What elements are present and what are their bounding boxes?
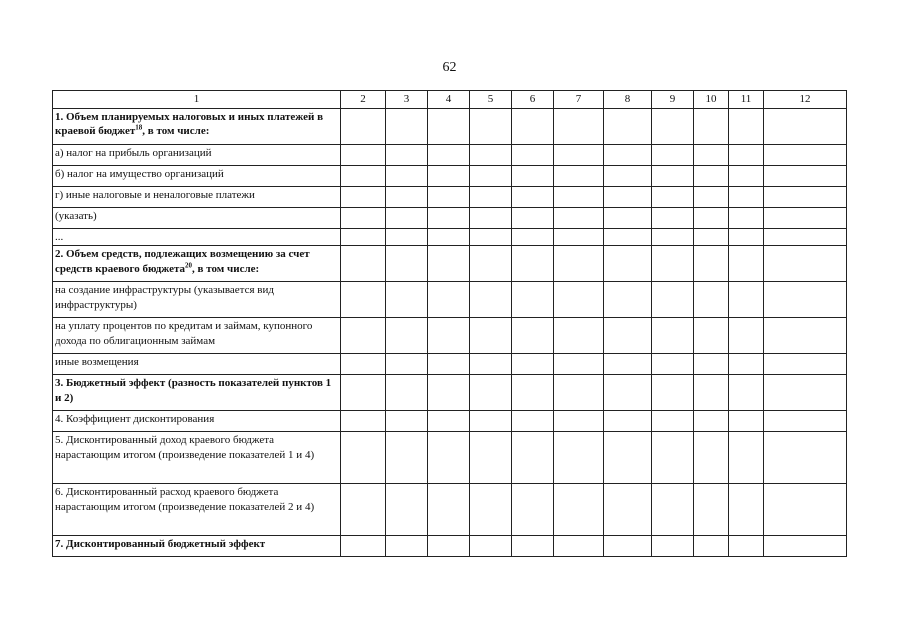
value-cell: [729, 187, 764, 208]
value-cell: [428, 282, 470, 318]
value-cell: [652, 229, 694, 246]
value-cell: [512, 484, 554, 536]
value-cell: [764, 318, 847, 354]
value-cell: [554, 208, 604, 229]
value-cell: [729, 109, 764, 145]
value-cell: [694, 484, 729, 536]
value-cell: [470, 484, 512, 536]
page-number: 62: [442, 60, 457, 75]
value-cell: [729, 229, 764, 246]
value-cell: [764, 536, 847, 557]
value-cell: [470, 145, 512, 166]
value-cell: [386, 432, 428, 484]
value-cell: [386, 109, 428, 145]
value-cell: [512, 432, 554, 484]
value-cell: [428, 246, 470, 282]
row-label-text: иные возмещения: [55, 356, 139, 369]
column-header-3: 3: [386, 91, 428, 109]
value-cell: [386, 375, 428, 411]
value-cell: [652, 109, 694, 145]
value-cell: [729, 282, 764, 318]
table-row: [53, 411, 847, 432]
value-cell: [341, 229, 386, 246]
row-label-text: 2. Объем средств, подлежащих возмещению за счет средств краевого бюджета: [55, 248, 310, 275]
value-cell: [386, 318, 428, 354]
table-row: [53, 187, 847, 208]
value-cell: [512, 187, 554, 208]
row-label: [53, 246, 341, 282]
value-cell: [729, 145, 764, 166]
table-row: [53, 166, 847, 187]
value-cell: [764, 375, 847, 411]
value-cell: [729, 375, 764, 411]
value-cell: [512, 354, 554, 375]
value-cell: [386, 411, 428, 432]
value-cell: [652, 432, 694, 484]
value-cell: [764, 484, 847, 536]
value-cell: [428, 229, 470, 246]
column-header-11: 11: [729, 91, 764, 109]
value-cell: [554, 318, 604, 354]
value-cell: [470, 187, 512, 208]
value-cell: [554, 246, 604, 282]
value-cell: [428, 375, 470, 411]
value-cell: [341, 318, 386, 354]
value-cell: [470, 375, 512, 411]
value-cell: [604, 375, 652, 411]
row-label: [53, 432, 341, 484]
value-cell: [386, 208, 428, 229]
row-label-text: а) налог на прибыль организаций: [55, 147, 212, 159]
value-cell: [512, 318, 554, 354]
value-cell: [386, 246, 428, 282]
table-row: [53, 375, 847, 411]
row-label: [53, 229, 341, 246]
value-cell: [512, 246, 554, 282]
table-row: [53, 536, 847, 557]
value-cell: [652, 282, 694, 318]
row-label-suffix: , в том числе:: [142, 125, 210, 138]
table-row: [53, 145, 847, 166]
value-cell: [764, 432, 847, 484]
value-cell: [604, 411, 652, 432]
row-label: [53, 484, 341, 536]
row-label: [53, 208, 341, 229]
value-cell: [764, 187, 847, 208]
value-cell: [341, 354, 386, 375]
header-row: [53, 91, 847, 109]
value-cell: [470, 109, 512, 145]
value-cell: [694, 229, 729, 246]
row-label: [53, 166, 341, 187]
value-cell: [512, 411, 554, 432]
table-row: [53, 282, 847, 318]
value-cell: [764, 354, 847, 375]
value-cell: [470, 318, 512, 354]
row-label: [53, 109, 341, 145]
row-label: [53, 354, 341, 375]
value-cell: [554, 411, 604, 432]
value-cell: [604, 536, 652, 557]
value-cell: [341, 432, 386, 484]
value-cell: [341, 145, 386, 166]
value-cell: [652, 145, 694, 166]
row-label-text: г) иные налоговые и неналоговые платежи: [55, 189, 255, 201]
value-cell: [694, 318, 729, 354]
table-row: [53, 354, 847, 375]
value-cell: [341, 187, 386, 208]
table-row: [53, 246, 847, 282]
value-cell: [341, 375, 386, 411]
row-label: [53, 145, 341, 166]
value-cell: [729, 318, 764, 354]
value-cell: [652, 354, 694, 375]
column-header-6: 6: [512, 91, 554, 109]
value-cell: [729, 166, 764, 187]
column-header-5: 5: [470, 91, 512, 109]
value-cell: [694, 145, 729, 166]
value-cell: [386, 166, 428, 187]
row-label-text: 3. Бюджетный эффект (разность показателей пунктов 1 и 2): [55, 377, 332, 404]
value-cell: [554, 282, 604, 318]
row-label-text: на создание инфраструктуры (указывается вид инфраструктуры): [55, 284, 274, 311]
value-cell: [386, 282, 428, 318]
row-label-text: 6. Дисконтированный расход краевого бюджета нарастающим итогом (произведение показателей 2 и 4): [55, 486, 315, 513]
value-cell: [512, 282, 554, 318]
column-header-12: 12: [764, 91, 847, 109]
row-label: [53, 375, 341, 411]
value-cell: [694, 166, 729, 187]
value-cell: [428, 187, 470, 208]
value-cell: [512, 536, 554, 557]
budget-effect-table: [52, 90, 847, 557]
row-label-text: 1. Объем планируемых налоговых и иных платежей в краевой бюджет: [55, 111, 324, 138]
value-cell: [428, 484, 470, 536]
value-cell: [428, 411, 470, 432]
value-cell: [604, 187, 652, 208]
value-cell: [386, 484, 428, 536]
value-cell: [470, 246, 512, 282]
column-header-2: 2: [341, 91, 386, 109]
value-cell: [764, 145, 847, 166]
value-cell: [694, 354, 729, 375]
value-cell: [428, 318, 470, 354]
value-cell: [729, 432, 764, 484]
value-cell: [341, 484, 386, 536]
value-cell: [694, 208, 729, 229]
value-cell: [604, 246, 652, 282]
value-cell: [554, 354, 604, 375]
value-cell: [386, 536, 428, 557]
value-cell: [604, 432, 652, 484]
value-cell: [341, 246, 386, 282]
value-cell: [341, 411, 386, 432]
value-cell: [512, 375, 554, 411]
value-cell: [470, 229, 512, 246]
value-cell: [512, 145, 554, 166]
table-row: [53, 229, 847, 246]
row-label-text: 4. Коэффициент дисконтирования: [55, 413, 215, 426]
footnote-ref: 20: [185, 260, 193, 269]
value-cell: [604, 208, 652, 229]
table-row: [53, 318, 847, 354]
value-cell: [694, 536, 729, 557]
value-cell: [470, 282, 512, 318]
column-header-4: 4: [428, 91, 470, 109]
value-cell: [694, 411, 729, 432]
value-cell: [652, 166, 694, 187]
value-cell: [604, 166, 652, 187]
value-cell: [694, 109, 729, 145]
column-header-9: 9: [652, 91, 694, 109]
row-label-text: б) налог на имущество организаций: [55, 168, 224, 180]
value-cell: [386, 229, 428, 246]
value-cell: [652, 484, 694, 536]
value-cell: [604, 282, 652, 318]
value-cell: [386, 354, 428, 375]
value-cell: [652, 536, 694, 557]
value-cell: [341, 109, 386, 145]
value-cell: [554, 166, 604, 187]
value-cell: [652, 411, 694, 432]
row-label-suffix: , в том числе:: [192, 262, 260, 275]
value-cell: [341, 282, 386, 318]
value-cell: [512, 166, 554, 187]
value-cell: [652, 375, 694, 411]
value-cell: [554, 536, 604, 557]
value-cell: [694, 246, 729, 282]
row-label: [53, 318, 341, 354]
value-cell: [764, 109, 847, 145]
value-cell: [764, 229, 847, 246]
value-cell: [764, 166, 847, 187]
value-cell: [428, 109, 470, 145]
value-cell: [729, 411, 764, 432]
row-label-text: на уплату процентов по кредитам и займам, купонного дохода по облигационным займам: [55, 320, 313, 347]
value-cell: [729, 354, 764, 375]
row-label-text: 5. Дисконтированный доход краевого бюджета нарастающим итогом (произведение показателей 1 и 4): [55, 434, 315, 461]
value-cell: [729, 484, 764, 536]
value-cell: [694, 187, 729, 208]
value-cell: [428, 166, 470, 187]
value-cell: [604, 354, 652, 375]
row-label: [53, 411, 341, 432]
value-cell: [694, 282, 729, 318]
value-cell: [764, 282, 847, 318]
table-row: [53, 484, 847, 536]
value-cell: [428, 536, 470, 557]
value-cell: [554, 109, 604, 145]
value-cell: [554, 145, 604, 166]
value-cell: [652, 208, 694, 229]
value-cell: [428, 145, 470, 166]
value-cell: [729, 536, 764, 557]
value-cell: [764, 208, 847, 229]
row-label-text: ...: [55, 231, 64, 243]
table-row: [53, 208, 847, 229]
column-header-10: 10: [694, 91, 729, 109]
value-cell: [694, 375, 729, 411]
table-row: [53, 432, 847, 484]
value-cell: [604, 229, 652, 246]
value-cell: [652, 187, 694, 208]
value-cell: [470, 536, 512, 557]
value-cell: [341, 536, 386, 557]
value-cell: [554, 187, 604, 208]
value-cell: [428, 354, 470, 375]
row-label-text: (указать): [55, 210, 97, 222]
value-cell: [554, 484, 604, 536]
value-cell: [554, 432, 604, 484]
value-cell: [652, 246, 694, 282]
value-cell: [386, 187, 428, 208]
value-cell: [470, 166, 512, 187]
value-cell: [512, 109, 554, 145]
row-label: [53, 282, 341, 318]
value-cell: [764, 246, 847, 282]
value-cell: [470, 411, 512, 432]
value-cell: [341, 208, 386, 229]
value-cell: [470, 208, 512, 229]
value-cell: [470, 432, 512, 484]
value-cell: [341, 166, 386, 187]
value-cell: [386, 145, 428, 166]
value-cell: [554, 229, 604, 246]
row-label: [53, 536, 341, 557]
value-cell: [764, 411, 847, 432]
value-cell: [554, 375, 604, 411]
footnote-ref: 18: [135, 123, 143, 132]
value-cell: [729, 208, 764, 229]
value-cell: [428, 432, 470, 484]
value-cell: [729, 246, 764, 282]
value-cell: [428, 208, 470, 229]
row-label: [53, 187, 341, 208]
value-cell: [470, 354, 512, 375]
value-cell: [512, 208, 554, 229]
column-header-7: 7: [554, 91, 604, 109]
value-cell: [652, 318, 694, 354]
value-cell: [604, 318, 652, 354]
column-header-1: 1: [53, 91, 341, 109]
value-cell: [604, 145, 652, 166]
value-cell: [604, 109, 652, 145]
value-cell: [604, 484, 652, 536]
value-cell: [512, 229, 554, 246]
table-row: [53, 109, 847, 145]
value-cell: [694, 432, 729, 484]
row-label-text: 7. Дисконтированный бюджетный эффект: [55, 538, 266, 551]
column-header-8: 8: [604, 91, 652, 109]
